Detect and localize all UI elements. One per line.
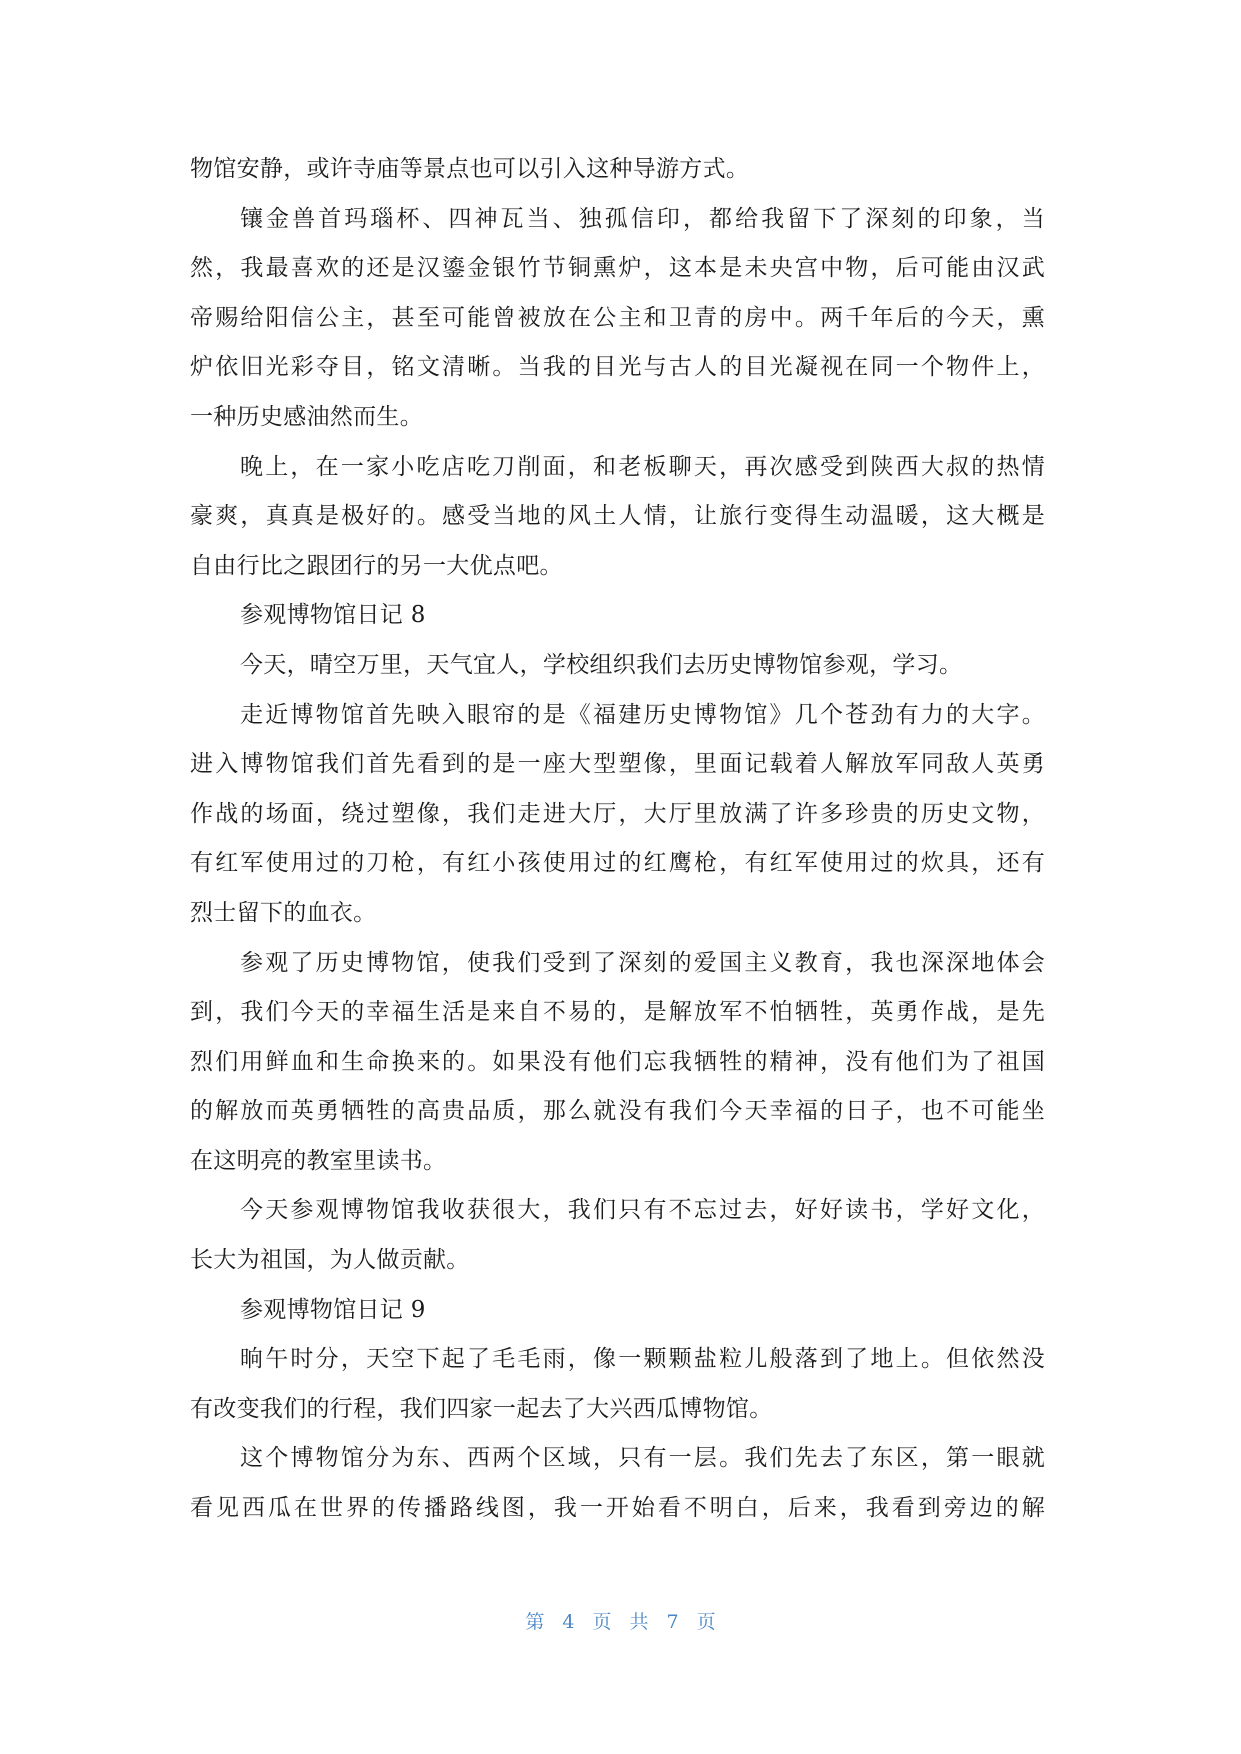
text-line: 烈们用鲜血和生命换来的。如果没有他们忘我牺牲的精神，没有他们为了祖国 <box>190 1048 1045 1075</box>
footer-label-gong: 共 <box>629 1611 649 1633</box>
text-line: 今天，晴空万里，天气宜人，学校组织我们去历史博物馆参观，学习。 <box>240 651 963 678</box>
text-line: 这个博物馆分为东、西两个区域，只有一层。我们先去了东区，第一眼就 <box>240 1445 1045 1472</box>
text-line: 进入博物馆我们首先看到的是一座大型塑像，里面记载着人解放军同敌人英勇 <box>190 751 1045 778</box>
footer-label-ye-2: 页 <box>696 1611 716 1633</box>
text-line: 一种历史感油然而生。 <box>190 403 423 430</box>
document-body <box>190 145 1045 1534</box>
text-line: 的解放而英勇牺牲的高贵品质，那么就没有我们今天幸福的日子，也不可能坐 <box>190 1098 1045 1125</box>
text-line: 今天参观博物馆我收获很大，我们只有不忘过去，好好读书，学好文化， <box>240 1197 1045 1224</box>
text-line: 镶金兽首玛瑙杯、四神瓦当、独孤信印，都给我留下了深刻的印象，当 <box>240 205 1045 232</box>
text-line: 在这明亮的教室里读书。 <box>190 1147 447 1174</box>
footer-total-pages: 7 <box>666 1611 679 1633</box>
page-footer <box>0 1607 1241 1634</box>
text-line: 烈士留下的血衣。 <box>190 899 377 926</box>
text-line: 参观博物馆日记 8 <box>240 602 426 629</box>
text-line: 参观博物馆日记 9 <box>240 1296 426 1323</box>
footer-label-di: 第 <box>525 1611 545 1633</box>
text-line: 走近博物馆首先映入眼帘的是《福建历史博物馆》几个苍劲有力的大字。 <box>240 701 1045 728</box>
text-line: 豪爽，真真是极好的。感受当地的风土人情，让旅行变得生动温暖，这大概是 <box>190 503 1045 530</box>
text-line: 自由行比之跟团行的另一大优点吧。 <box>190 552 563 579</box>
text-line: 物馆安静，或许寺庙等景点也可以引入这种导游方式。 <box>190 156 750 182</box>
text-line: 然，我最喜欢的还是汉鎏金银竹节铜熏炉，这本是未央宫中物，后可能由汉武 <box>190 255 1045 282</box>
text-line: 晚上，在一家小吃店吃刀削面，和老板聊天，再次感受到陕西大叔的热情 <box>240 453 1045 480</box>
text-line: 帝赐给阳信公主，甚至可能曾被放在公主和卫青的房中。两千年后的今天，熏 <box>190 304 1045 331</box>
footer-current-page: 4 <box>562 1611 575 1633</box>
text-line: 有红军使用过的刀枪，有红小孩使用过的红鹰枪，有红军使用过的炊具，还有 <box>190 850 1045 877</box>
text-line: 长大为祖国，为人做贡献。 <box>190 1247 470 1274</box>
text-line: 到，我们今天的幸福生活是来自不易的，是解放军不怕牺牲，英勇作战，是先 <box>190 999 1045 1026</box>
footer-label-ye: 页 <box>592 1611 612 1633</box>
text-line: 看见西瓜在世界的传播路线图，我一开始看不明白，后来，我看到旁边的解 <box>190 1495 1045 1522</box>
text-line: 作战的场面，绕过塑像，我们走进大厅，大厅里放满了许多珍贵的历史文物， <box>190 800 1045 827</box>
text-line: 炉依旧光彩夺目，铭文清晰。当我的目光与古人的目光凝视在同一个物件上， <box>190 354 1045 381</box>
text-line: 晌午时分，天空下起了毛毛雨，像一颗颗盐粒儿般落到了地上。但依然没 <box>240 1346 1045 1373</box>
text-line: 参观了历史博物馆，使我们受到了深刻的爱国主义教育，我也深深地体会 <box>240 949 1045 976</box>
text-line: 有改变我们的行程，我们四家一起去了大兴西瓜博物馆。 <box>190 1395 773 1422</box>
